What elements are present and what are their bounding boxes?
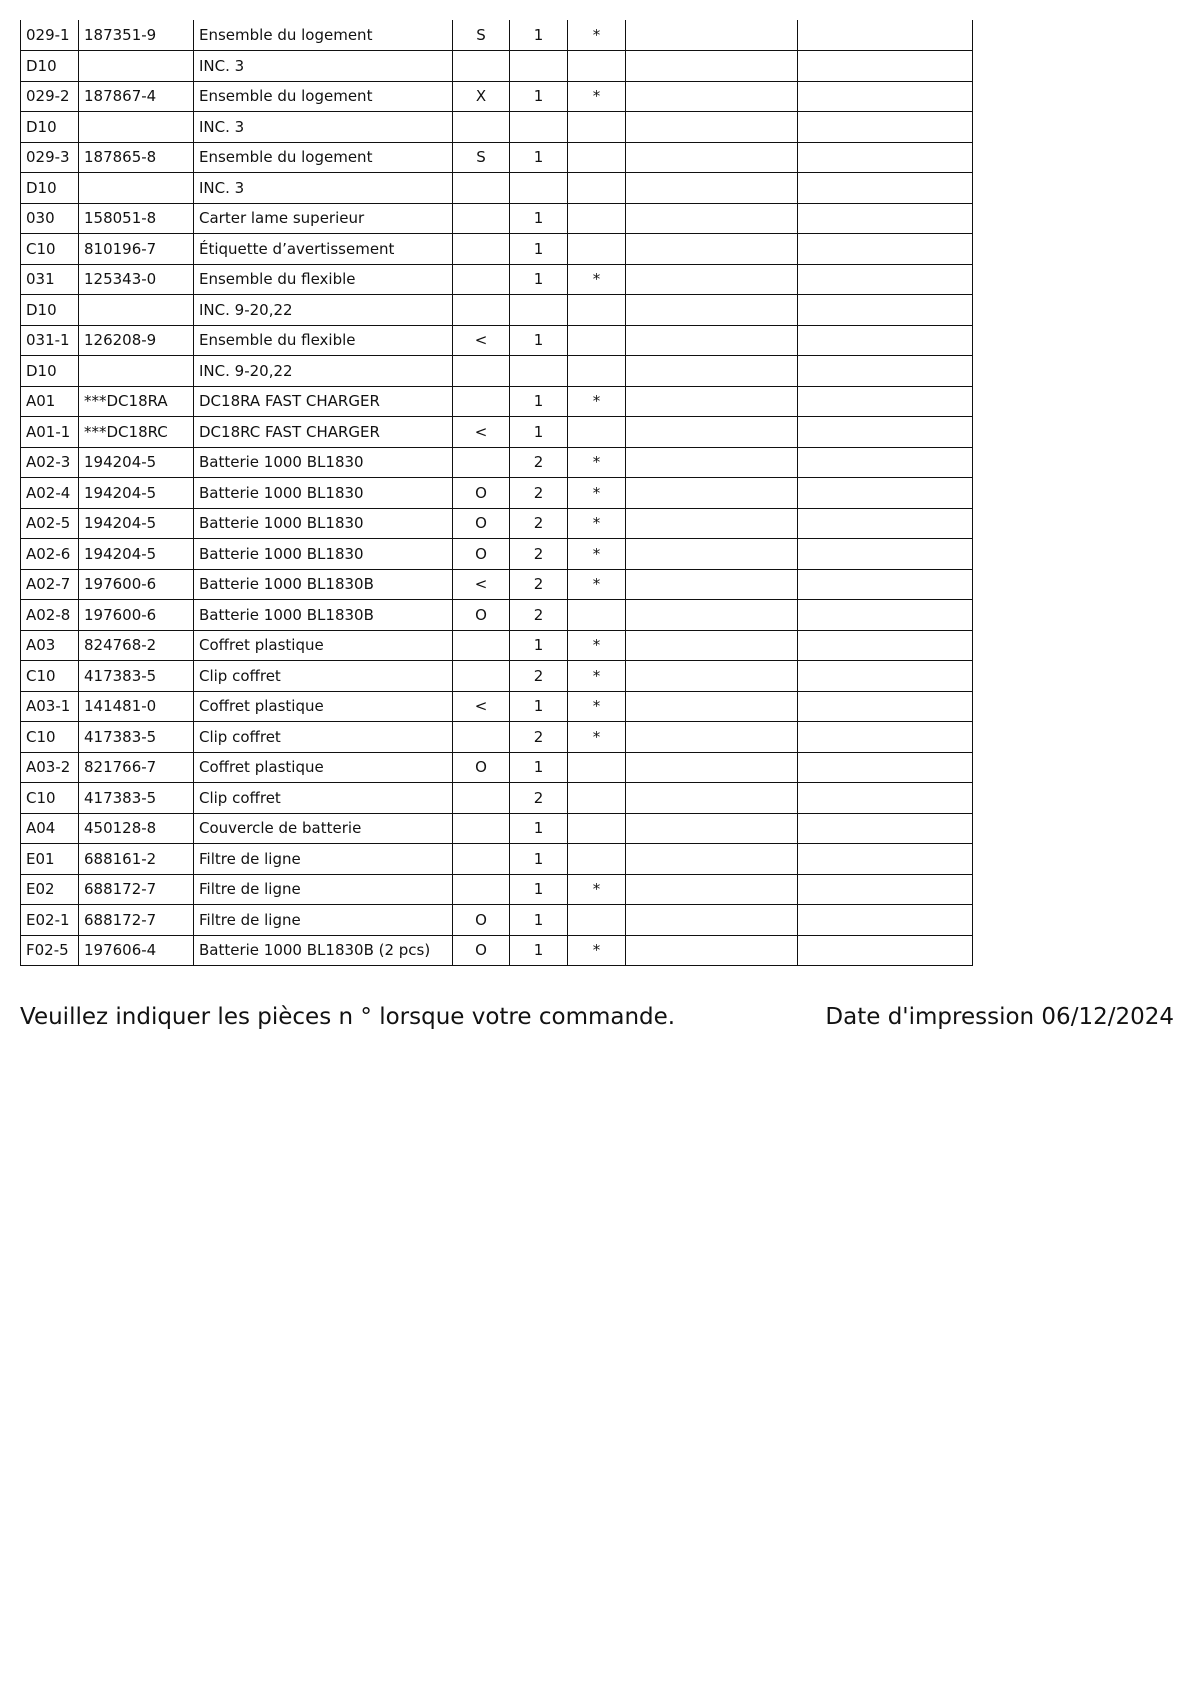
mark-cell — [568, 783, 626, 814]
extra-cell-1 — [626, 508, 798, 539]
table-row — [21, 386, 973, 417]
extra-cell-1 — [626, 447, 798, 478]
qty-cell: 1 — [510, 264, 568, 295]
part-no-cell: 141481-0 — [79, 691, 194, 722]
table-row — [21, 142, 973, 173]
extra-cell-2 — [798, 417, 973, 448]
table-row — [21, 752, 973, 783]
extra-cell-1 — [626, 661, 798, 692]
qty-cell: 2 — [510, 722, 568, 753]
qty-cell: 1 — [510, 935, 568, 966]
table-row — [21, 600, 973, 631]
note-cell — [453, 874, 510, 905]
note-cell: S — [453, 142, 510, 173]
extra-cell-1 — [626, 478, 798, 509]
description-cell: Ensemble du logement — [194, 142, 453, 173]
item-no-cell: 031 — [21, 264, 79, 295]
description-cell: Clip coffret — [194, 661, 453, 692]
extra-cell-1 — [626, 783, 798, 814]
note-cell — [453, 234, 510, 265]
note-cell: O — [453, 935, 510, 966]
part-no-cell: 824768-2 — [79, 630, 194, 661]
description-cell: Batterie 1000 BL1830B — [194, 600, 453, 631]
qty-cell: 1 — [510, 234, 568, 265]
note-cell — [453, 447, 510, 478]
item-no-cell: A03-2 — [21, 752, 79, 783]
table-row — [21, 51, 973, 82]
extra-cell-2 — [798, 508, 973, 539]
part-no-cell: 821766-7 — [79, 752, 194, 783]
mark-cell: * — [568, 386, 626, 417]
table-row — [21, 356, 973, 387]
table-row — [21, 844, 973, 875]
description-cell: Coffret plastique — [194, 630, 453, 661]
note-cell: S — [453, 20, 510, 51]
extra-cell-1 — [626, 691, 798, 722]
extra-cell-1 — [626, 264, 798, 295]
mark-cell: * — [568, 508, 626, 539]
qty-cell: 1 — [510, 81, 568, 112]
extra-cell-2 — [798, 630, 973, 661]
extra-cell-2 — [798, 935, 973, 966]
description-cell: INC. 3 — [194, 51, 453, 82]
mark-cell — [568, 51, 626, 82]
table-row — [21, 173, 973, 204]
mark-cell: * — [568, 20, 626, 51]
extra-cell-1 — [626, 813, 798, 844]
qty-cell: 1 — [510, 874, 568, 905]
extra-cell-1 — [626, 325, 798, 356]
mark-cell: * — [568, 264, 626, 295]
extra-cell-1 — [626, 142, 798, 173]
qty-cell — [510, 356, 568, 387]
item-no-cell: A02-8 — [21, 600, 79, 631]
description-cell: Carter lame superieur — [194, 203, 453, 234]
extra-cell-2 — [798, 81, 973, 112]
item-no-cell: 031-1 — [21, 325, 79, 356]
table-row — [21, 630, 973, 661]
qty-cell: 2 — [510, 478, 568, 509]
extra-cell-2 — [798, 203, 973, 234]
description-cell: Filtre de ligne — [194, 874, 453, 905]
extra-cell-1 — [626, 295, 798, 326]
mark-cell — [568, 417, 626, 448]
extra-cell-2 — [798, 264, 973, 295]
qty-cell: 1 — [510, 417, 568, 448]
table-row — [21, 234, 973, 265]
extra-cell-2 — [798, 905, 973, 936]
note-cell — [453, 264, 510, 295]
table-row — [21, 508, 973, 539]
note-cell — [453, 203, 510, 234]
extra-cell-1 — [626, 935, 798, 966]
extra-cell-1 — [626, 356, 798, 387]
mark-cell: * — [568, 569, 626, 600]
part-no-cell: 417383-5 — [79, 722, 194, 753]
extra-cell-1 — [626, 569, 798, 600]
part-no-cell: 158051-8 — [79, 203, 194, 234]
table-row — [21, 325, 973, 356]
extra-cell-2 — [798, 51, 973, 82]
extra-cell-2 — [798, 874, 973, 905]
extra-cell-1 — [626, 600, 798, 631]
table-row — [21, 569, 973, 600]
mark-cell — [568, 142, 626, 173]
extra-cell-2 — [798, 844, 973, 875]
qty-cell: 2 — [510, 661, 568, 692]
description-cell: Ensemble du flexible — [194, 325, 453, 356]
qty-cell — [510, 112, 568, 143]
part-no-cell: ***DC18RC — [79, 417, 194, 448]
note-cell — [453, 295, 510, 326]
extra-cell-1 — [626, 539, 798, 570]
mark-cell — [568, 844, 626, 875]
qty-cell: 1 — [510, 844, 568, 875]
table-row — [21, 112, 973, 143]
part-no-cell — [79, 295, 194, 326]
note-cell — [453, 722, 510, 753]
description-cell: Batterie 1000 BL1830B (2 pcs) — [194, 935, 453, 966]
description-cell: Ensemble du flexible — [194, 264, 453, 295]
part-no-cell: 187865-8 — [79, 142, 194, 173]
mark-cell — [568, 173, 626, 204]
table-row — [21, 905, 973, 936]
part-no-cell: 194204-5 — [79, 539, 194, 570]
item-no-cell: E02 — [21, 874, 79, 905]
item-no-cell: A03-1 — [21, 691, 79, 722]
mark-cell — [568, 356, 626, 387]
extra-cell-1 — [626, 722, 798, 753]
extra-cell-2 — [798, 539, 973, 570]
item-no-cell: D10 — [21, 112, 79, 143]
qty-cell: 1 — [510, 20, 568, 51]
extra-cell-2 — [798, 356, 973, 387]
note-cell: < — [453, 569, 510, 600]
part-no-cell: 187351-9 — [79, 20, 194, 51]
parts-table — [20, 20, 973, 966]
extra-cell-2 — [798, 600, 973, 631]
note-cell: O — [453, 478, 510, 509]
description-cell: INC. 3 — [194, 112, 453, 143]
table-row — [21, 783, 973, 814]
extra-cell-1 — [626, 844, 798, 875]
mark-cell: * — [568, 661, 626, 692]
description-cell: Clip coffret — [194, 783, 453, 814]
qty-cell — [510, 295, 568, 326]
part-no-cell: 187867-4 — [79, 81, 194, 112]
table-row — [21, 295, 973, 326]
part-no-cell: 688161-2 — [79, 844, 194, 875]
note-cell: O — [453, 752, 510, 783]
note-cell — [453, 386, 510, 417]
item-no-cell: A01 — [21, 386, 79, 417]
extra-cell-1 — [626, 112, 798, 143]
mark-cell: * — [568, 81, 626, 112]
table-row — [21, 417, 973, 448]
mark-cell — [568, 813, 626, 844]
note-cell — [453, 844, 510, 875]
extra-cell-2 — [798, 112, 973, 143]
part-no-cell — [79, 173, 194, 204]
mark-cell — [568, 295, 626, 326]
mark-cell — [568, 752, 626, 783]
note-cell: < — [453, 325, 510, 356]
mark-cell: * — [568, 539, 626, 570]
mark-cell: * — [568, 874, 626, 905]
qty-cell: 1 — [510, 386, 568, 417]
mark-cell — [568, 112, 626, 143]
item-no-cell: A02-3 — [21, 447, 79, 478]
item-no-cell: C10 — [21, 234, 79, 265]
qty-cell: 1 — [510, 142, 568, 173]
extra-cell-2 — [798, 691, 973, 722]
note-cell — [453, 630, 510, 661]
part-no-cell: 126208-9 — [79, 325, 194, 356]
item-no-cell: D10 — [21, 295, 79, 326]
extra-cell-2 — [798, 173, 973, 204]
description-cell: Clip coffret — [194, 722, 453, 753]
part-no-cell: 194204-5 — [79, 447, 194, 478]
description-cell: Coffret plastique — [194, 691, 453, 722]
extra-cell-2 — [798, 722, 973, 753]
qty-cell: 2 — [510, 783, 568, 814]
table-row — [21, 661, 973, 692]
part-no-cell — [79, 51, 194, 82]
description-cell: Filtre de ligne — [194, 905, 453, 936]
note-cell — [453, 661, 510, 692]
item-no-cell: A01-1 — [21, 417, 79, 448]
note-cell — [453, 112, 510, 143]
qty-cell: 2 — [510, 539, 568, 570]
qty-cell — [510, 173, 568, 204]
table-row — [21, 20, 973, 51]
extra-cell-2 — [798, 295, 973, 326]
part-no-cell: 417383-5 — [79, 661, 194, 692]
part-no-cell: 194204-5 — [79, 478, 194, 509]
item-no-cell: A03 — [21, 630, 79, 661]
part-no-cell: 197600-6 — [79, 569, 194, 600]
note-cell — [453, 173, 510, 204]
extra-cell-1 — [626, 20, 798, 51]
note-cell — [453, 356, 510, 387]
item-no-cell: D10 — [21, 51, 79, 82]
part-no-cell — [79, 112, 194, 143]
item-no-cell: C10 — [21, 783, 79, 814]
note-cell: O — [453, 539, 510, 570]
table-row — [21, 874, 973, 905]
qty-cell: 1 — [510, 905, 568, 936]
table-row — [21, 813, 973, 844]
extra-cell-2 — [798, 752, 973, 783]
item-no-cell: A02-6 — [21, 539, 79, 570]
item-no-cell: A02-7 — [21, 569, 79, 600]
extra-cell-2 — [798, 447, 973, 478]
extra-cell-2 — [798, 783, 973, 814]
qty-cell: 1 — [510, 325, 568, 356]
description-cell: Batterie 1000 BL1830 — [194, 447, 453, 478]
part-no-cell: 125343-0 — [79, 264, 194, 295]
part-no-cell: 194204-5 — [79, 508, 194, 539]
table-row — [21, 203, 973, 234]
qty-cell: 1 — [510, 752, 568, 783]
qty-cell: 1 — [510, 203, 568, 234]
extra-cell-2 — [798, 569, 973, 600]
part-no-cell: 688172-7 — [79, 905, 194, 936]
extra-cell-2 — [798, 234, 973, 265]
item-no-cell: C10 — [21, 722, 79, 753]
extra-cell-2 — [798, 142, 973, 173]
table-row — [21, 81, 973, 112]
table-row — [21, 691, 973, 722]
extra-cell-1 — [626, 51, 798, 82]
qty-cell — [510, 51, 568, 82]
item-no-cell: A02-4 — [21, 478, 79, 509]
extra-cell-1 — [626, 630, 798, 661]
extra-cell-1 — [626, 203, 798, 234]
mark-cell: * — [568, 935, 626, 966]
extra-cell-2 — [798, 386, 973, 417]
extra-cell-2 — [798, 478, 973, 509]
item-no-cell: E01 — [21, 844, 79, 875]
mark-cell: * — [568, 478, 626, 509]
extra-cell-1 — [626, 752, 798, 783]
item-no-cell: 029-2 — [21, 81, 79, 112]
item-no-cell: A04 — [21, 813, 79, 844]
description-cell: Ensemble du logement — [194, 81, 453, 112]
description-cell: DC18RC FAST CHARGER — [194, 417, 453, 448]
description-cell: Batterie 1000 BL1830B — [194, 569, 453, 600]
item-no-cell: C10 — [21, 661, 79, 692]
part-no-cell: 450128-8 — [79, 813, 194, 844]
mark-cell — [568, 203, 626, 234]
note-cell: X — [453, 81, 510, 112]
extra-cell-1 — [626, 81, 798, 112]
part-no-cell: 417383-5 — [79, 783, 194, 814]
description-cell: INC. 9-20,22 — [194, 356, 453, 387]
extra-cell-2 — [798, 20, 973, 51]
extra-cell-1 — [626, 874, 798, 905]
qty-cell: 2 — [510, 447, 568, 478]
note-cell — [453, 51, 510, 82]
qty-cell: 1 — [510, 813, 568, 844]
description-cell: Filtre de ligne — [194, 844, 453, 875]
part-no-cell: ***DC18RA — [79, 386, 194, 417]
qty-cell: 1 — [510, 691, 568, 722]
part-no-cell: 197600-6 — [79, 600, 194, 631]
mark-cell: * — [568, 447, 626, 478]
description-cell: Couvercle de batterie — [194, 813, 453, 844]
extra-cell-1 — [626, 234, 798, 265]
note-cell: < — [453, 691, 510, 722]
extra-cell-2 — [798, 813, 973, 844]
table-row — [21, 539, 973, 570]
note-cell: O — [453, 508, 510, 539]
table-row — [21, 264, 973, 295]
note-cell: < — [453, 417, 510, 448]
description-cell: Étiquette d’avertissement — [194, 234, 453, 265]
item-no-cell: 029-3 — [21, 142, 79, 173]
extra-cell-2 — [798, 661, 973, 692]
description-cell: Batterie 1000 BL1830 — [194, 478, 453, 509]
mark-cell: * — [568, 691, 626, 722]
part-no-cell — [79, 356, 194, 387]
description-cell: INC. 9-20,22 — [194, 295, 453, 326]
item-no-cell: F02-5 — [21, 935, 79, 966]
part-no-cell: 688172-7 — [79, 874, 194, 905]
extra-cell-1 — [626, 173, 798, 204]
mark-cell — [568, 234, 626, 265]
print-date: Date d'impression 06/12/2024 — [825, 1004, 1174, 1030]
description-cell: DC18RA FAST CHARGER — [194, 386, 453, 417]
description-cell: Batterie 1000 BL1830 — [194, 508, 453, 539]
qty-cell: 2 — [510, 569, 568, 600]
note-cell: O — [453, 905, 510, 936]
item-no-cell: 030 — [21, 203, 79, 234]
table-row — [21, 478, 973, 509]
part-no-cell: 810196-7 — [79, 234, 194, 265]
table-row — [21, 935, 973, 966]
note-cell — [453, 813, 510, 844]
qty-cell: 2 — [510, 508, 568, 539]
qty-cell: 2 — [510, 600, 568, 631]
footer-note: Veuillez indiquer les pièces n ° lorsque votre commande. — [20, 1004, 676, 1030]
extra-cell-1 — [626, 417, 798, 448]
mark-cell — [568, 325, 626, 356]
mark-cell: * — [568, 630, 626, 661]
note-cell — [453, 783, 510, 814]
qty-cell: 1 — [510, 630, 568, 661]
description-cell: Batterie 1000 BL1830 — [194, 539, 453, 570]
mark-cell — [568, 905, 626, 936]
item-no-cell: D10 — [21, 173, 79, 204]
mark-cell: * — [568, 722, 626, 753]
part-no-cell: 197606-4 — [79, 935, 194, 966]
note-cell: O — [453, 600, 510, 631]
description-cell: Coffret plastique — [194, 752, 453, 783]
table-row — [21, 447, 973, 478]
item-no-cell: D10 — [21, 356, 79, 387]
description-cell: Ensemble du logement — [194, 20, 453, 51]
item-no-cell: A02-5 — [21, 508, 79, 539]
description-cell: INC. 3 — [194, 173, 453, 204]
item-no-cell: E02-1 — [21, 905, 79, 936]
extra-cell-2 — [798, 325, 973, 356]
extra-cell-1 — [626, 386, 798, 417]
mark-cell — [568, 600, 626, 631]
table-row — [21, 722, 973, 753]
item-no-cell: 029-1 — [21, 20, 79, 51]
extra-cell-1 — [626, 905, 798, 936]
